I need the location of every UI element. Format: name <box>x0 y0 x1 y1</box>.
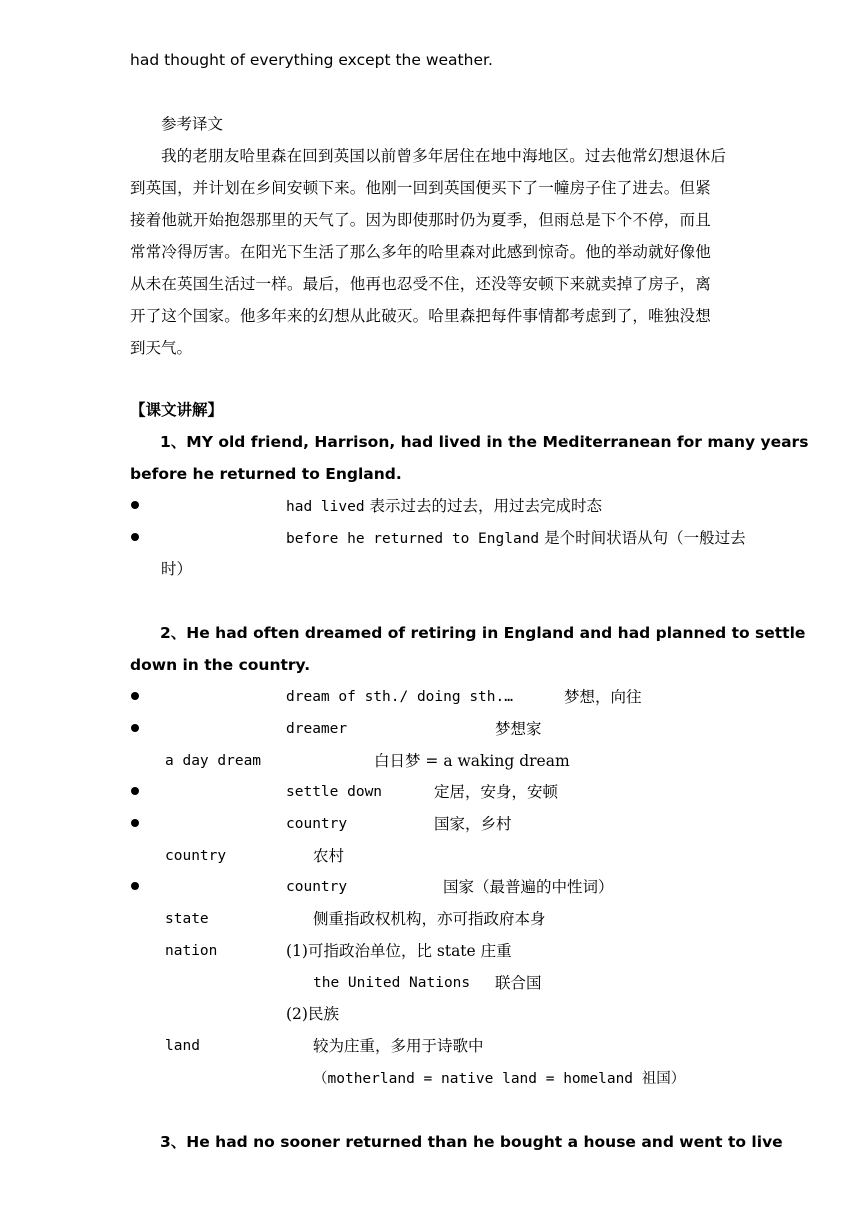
vocab-term: dream of sth./ doing sth.… <box>286 689 513 705</box>
translation-line: 从未在英国生活过一样。最后，他再也忍受不住，还没等安顿下来就卖掉了房子，离 <box>130 275 711 293</box>
vocab-meaning: 较为庄重，多用于诗歌中 <box>313 1037 484 1055</box>
vocab-meaning: 定居，安身，安顿 <box>434 783 559 801</box>
vocab-term: settle down <box>286 784 383 800</box>
note-item <box>286 494 602 519</box>
translation-line: 我的老朋友哈里森在回到英国以前曾多年居住在地中海地区。过去他常幻想退休后 <box>161 147 727 165</box>
sentence-2-line-2: down in the country. <box>130 656 311 674</box>
vocab-example-text: （motherland = native land = homeland 祖国） <box>313 1071 686 1087</box>
note-term: had lived <box>286 499 365 515</box>
paragraph-end: had thought of everything except the weather. <box>130 51 493 69</box>
vocab-meaning: 梦想，向往 <box>564 688 642 706</box>
vocab-meaning: (2)民族 <box>286 1005 339 1023</box>
vocab-example <box>313 1066 685 1091</box>
vocab-meaning-text: 白日梦 = a waking dream <box>374 752 570 770</box>
bullet-icon <box>131 882 139 890</box>
vocab-meaning <box>374 749 570 773</box>
vocab-meaning: 国家，乡村 <box>434 815 512 833</box>
translation-heading: 参考译文 <box>161 115 224 133</box>
bullet-icon <box>131 533 139 541</box>
vocab-term: land <box>165 1038 200 1054</box>
vocab-meaning: (1)可指政治单位，比 state 庄重 <box>286 942 512 960</box>
vocab-example: the United Nations <box>313 975 471 991</box>
vocab-term: dreamer <box>286 721 348 737</box>
translation-line: 到英国，并计划在乡间安顿下来。他刚一回到英国便买下了一幢房子住了进去。但紧 <box>130 179 711 197</box>
vocab-meaning: 侧重指政权机构，亦可指政府本身 <box>313 910 546 928</box>
bullet-icon <box>131 724 139 732</box>
bullet-icon <box>131 819 139 827</box>
bullet-icon <box>131 787 139 795</box>
sentence-3-line-1: 3、He had no sooner returned than he bought a house and went to live <box>160 1133 783 1151</box>
sentence-2-line-1: 2、He had often dreamed of retiring in England and had planned to settle <box>160 624 806 642</box>
vocab-term: nation <box>165 943 218 959</box>
vocab-term: state <box>165 911 209 927</box>
sentence-1-line-1: 1、MY old friend, Harrison, had lived in the Mediterranean for many years <box>160 433 809 451</box>
note-text: 是个时间状语从句（一般过去 <box>544 529 746 547</box>
note-continuation: 时） <box>161 560 193 578</box>
note-text: 表示过去的过去，用过去完成时态 <box>369 497 603 515</box>
vocab-term: country <box>286 816 348 832</box>
translation-line: 常常冷得厉害。在阳光下生活了那么多年的哈里森对此感到惊奇。他的举动就好像他 <box>130 243 711 261</box>
vocab-example-meaning: 联合国 <box>495 974 542 992</box>
translation-line: 接着他就开始抱怨那里的天气了。因为即使那时仍为夏季，但雨总是下个不停，而且 <box>130 211 711 229</box>
vocab-term: country <box>165 848 227 864</box>
vocab-term: country <box>286 879 348 895</box>
sentence-1-line-2: before he returned to England. <box>130 465 402 483</box>
translation-line: 到天气。 <box>130 339 193 357</box>
note-term: before he returned to England <box>286 531 540 547</box>
vocab-meaning: 农村 <box>313 847 345 865</box>
bullet-icon <box>131 501 139 509</box>
vocab-meaning: 国家（最普遍的中性词） <box>443 878 614 896</box>
vocab-term: a day dream <box>165 753 262 769</box>
note-item <box>286 526 746 551</box>
vocab-meaning: 梦想家 <box>495 720 542 738</box>
bullet-icon <box>131 692 139 700</box>
section-heading: 【课文讲解】 <box>130 400 224 419</box>
translation-line: 开了这个国家。他多年来的幻想从此破灭。哈里森把每件事情都考虑到了，唯独没想 <box>130 307 711 325</box>
